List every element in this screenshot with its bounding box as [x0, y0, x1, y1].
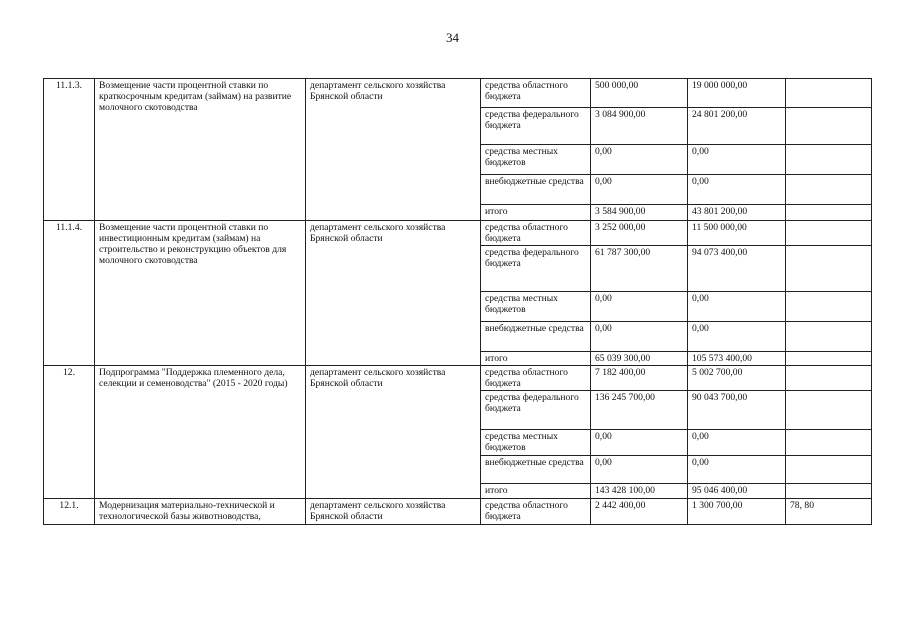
amount-col2: 90 043 700,00	[688, 391, 786, 430]
amount-col1: 0,00	[591, 175, 688, 205]
funding-source: средства областного бюджета	[481, 499, 591, 525]
amount-col2: 0,00	[688, 145, 786, 175]
amount-col1: 0,00	[591, 145, 688, 175]
funding-source: средства областного бюджета	[481, 79, 591, 108]
amount-col1: 0,00	[591, 456, 688, 484]
indicator-ref	[786, 322, 872, 352]
funding-source: средства местных бюджетов	[481, 430, 591, 456]
indicator-ref	[786, 366, 872, 391]
indicator-ref	[786, 246, 872, 292]
amount-col1: 7 182 400,00	[591, 366, 688, 391]
amount-col2: 11 500 000,00	[688, 221, 786, 246]
funding-source: средства федерального бюджета	[481, 108, 591, 145]
funding-source: средства федерального бюджета	[481, 391, 591, 430]
indicator-ref	[786, 484, 872, 499]
amount-col2: 0,00	[688, 292, 786, 322]
amount-col1: 143 428 100,00	[591, 484, 688, 499]
amount-col2: 19 000 000,00	[688, 79, 786, 108]
page-number: 34	[446, 30, 459, 45]
indicator-ref: 78, 80	[786, 499, 872, 525]
funding-source: внебюджетные средства	[481, 175, 591, 205]
program-table	[43, 78, 872, 525]
indicator-ref	[786, 205, 872, 221]
item-executor: департамент сельского хозяйства Брянской области	[306, 366, 481, 499]
amount-col2: 0,00	[688, 322, 786, 352]
indicator-ref	[786, 352, 872, 366]
item-name: Подпрограмма "Поддержка племенного дела, селекции и семеноводства" (2015 - 2020 годы)	[95, 366, 306, 499]
funding-source: средства местных бюджетов	[481, 145, 591, 175]
item-executor: департамент сельского хозяйства Брянской области	[306, 79, 481, 221]
table-row	[44, 79, 872, 108]
funding-source: внебюджетные средства	[481, 322, 591, 352]
amount-col1: 0,00	[591, 322, 688, 352]
amount-col1: 3 084 900,00	[591, 108, 688, 145]
funding-source: итого	[481, 205, 591, 221]
indicator-ref	[786, 108, 872, 145]
amount-col2: 0,00	[688, 456, 786, 484]
item-number: 11.1.3.	[44, 79, 95, 221]
indicator-ref	[786, 79, 872, 108]
item-number: 12.1.	[44, 499, 95, 525]
amount-col1: 3 252 000,00	[591, 221, 688, 246]
amount-col1: 3 584 900,00	[591, 205, 688, 221]
funding-source: средства областного бюджета	[481, 221, 591, 246]
funding-source: внебюджетные средства	[481, 456, 591, 484]
amount-col1: 2 442 400,00	[591, 499, 688, 525]
amount-col1: 136 245 700,00	[591, 391, 688, 430]
item-name: Возмещение части процентной ставки по краткосрочным кредитам (займам) на развитие молочного скотоводства	[95, 79, 306, 221]
amount-col2: 5 002 700,00	[688, 366, 786, 391]
indicator-ref	[786, 456, 872, 484]
funding-source: итого	[481, 484, 591, 499]
table-row	[44, 221, 872, 246]
indicator-ref	[786, 292, 872, 322]
funding-source: итого	[481, 352, 591, 366]
item-executor: департамент сельского хозяйства Брянской области	[306, 221, 481, 366]
table-row	[44, 499, 872, 525]
amount-col1: 0,00	[591, 292, 688, 322]
funding-source: средства федерального бюджета	[481, 246, 591, 292]
amount-col2: 105 573 400,00	[688, 352, 786, 366]
amount-col2: 94 073 400,00	[688, 246, 786, 292]
item-executor: департамент сельского хозяйства Брянской области	[306, 499, 481, 525]
indicator-ref	[786, 430, 872, 456]
amount-col2: 0,00	[688, 175, 786, 205]
funding-source: средства областного бюджета	[481, 366, 591, 391]
amount-col2: 24 801 200,00	[688, 108, 786, 145]
funding-source: средства местных бюджетов	[481, 292, 591, 322]
amount-col1: 0,00	[591, 430, 688, 456]
item-number: 12.	[44, 366, 95, 499]
table-row	[44, 366, 872, 391]
amount-col2: 95 046 400,00	[688, 484, 786, 499]
indicator-ref	[786, 391, 872, 430]
indicator-ref	[786, 221, 872, 246]
amount-col2: 43 801 200,00	[688, 205, 786, 221]
amount-col1: 61 787 300,00	[591, 246, 688, 292]
amount-col1: 65 039 300,00	[591, 352, 688, 366]
amount-col1: 500 000,00	[591, 79, 688, 108]
item-number: 11.1.4.	[44, 221, 95, 366]
indicator-ref	[786, 175, 872, 205]
item-name: Возмещение части процентной ставки по инвестиционным кредитам (займам) на строительство и реконструкцию объектов для молочного скотоводства	[95, 221, 306, 366]
amount-col2: 0,00	[688, 430, 786, 456]
amount-col2: 1 300 700,00	[688, 499, 786, 525]
indicator-ref	[786, 145, 872, 175]
item-name: Модернизация материально-технической и технологической базы животноводства,	[95, 499, 306, 525]
